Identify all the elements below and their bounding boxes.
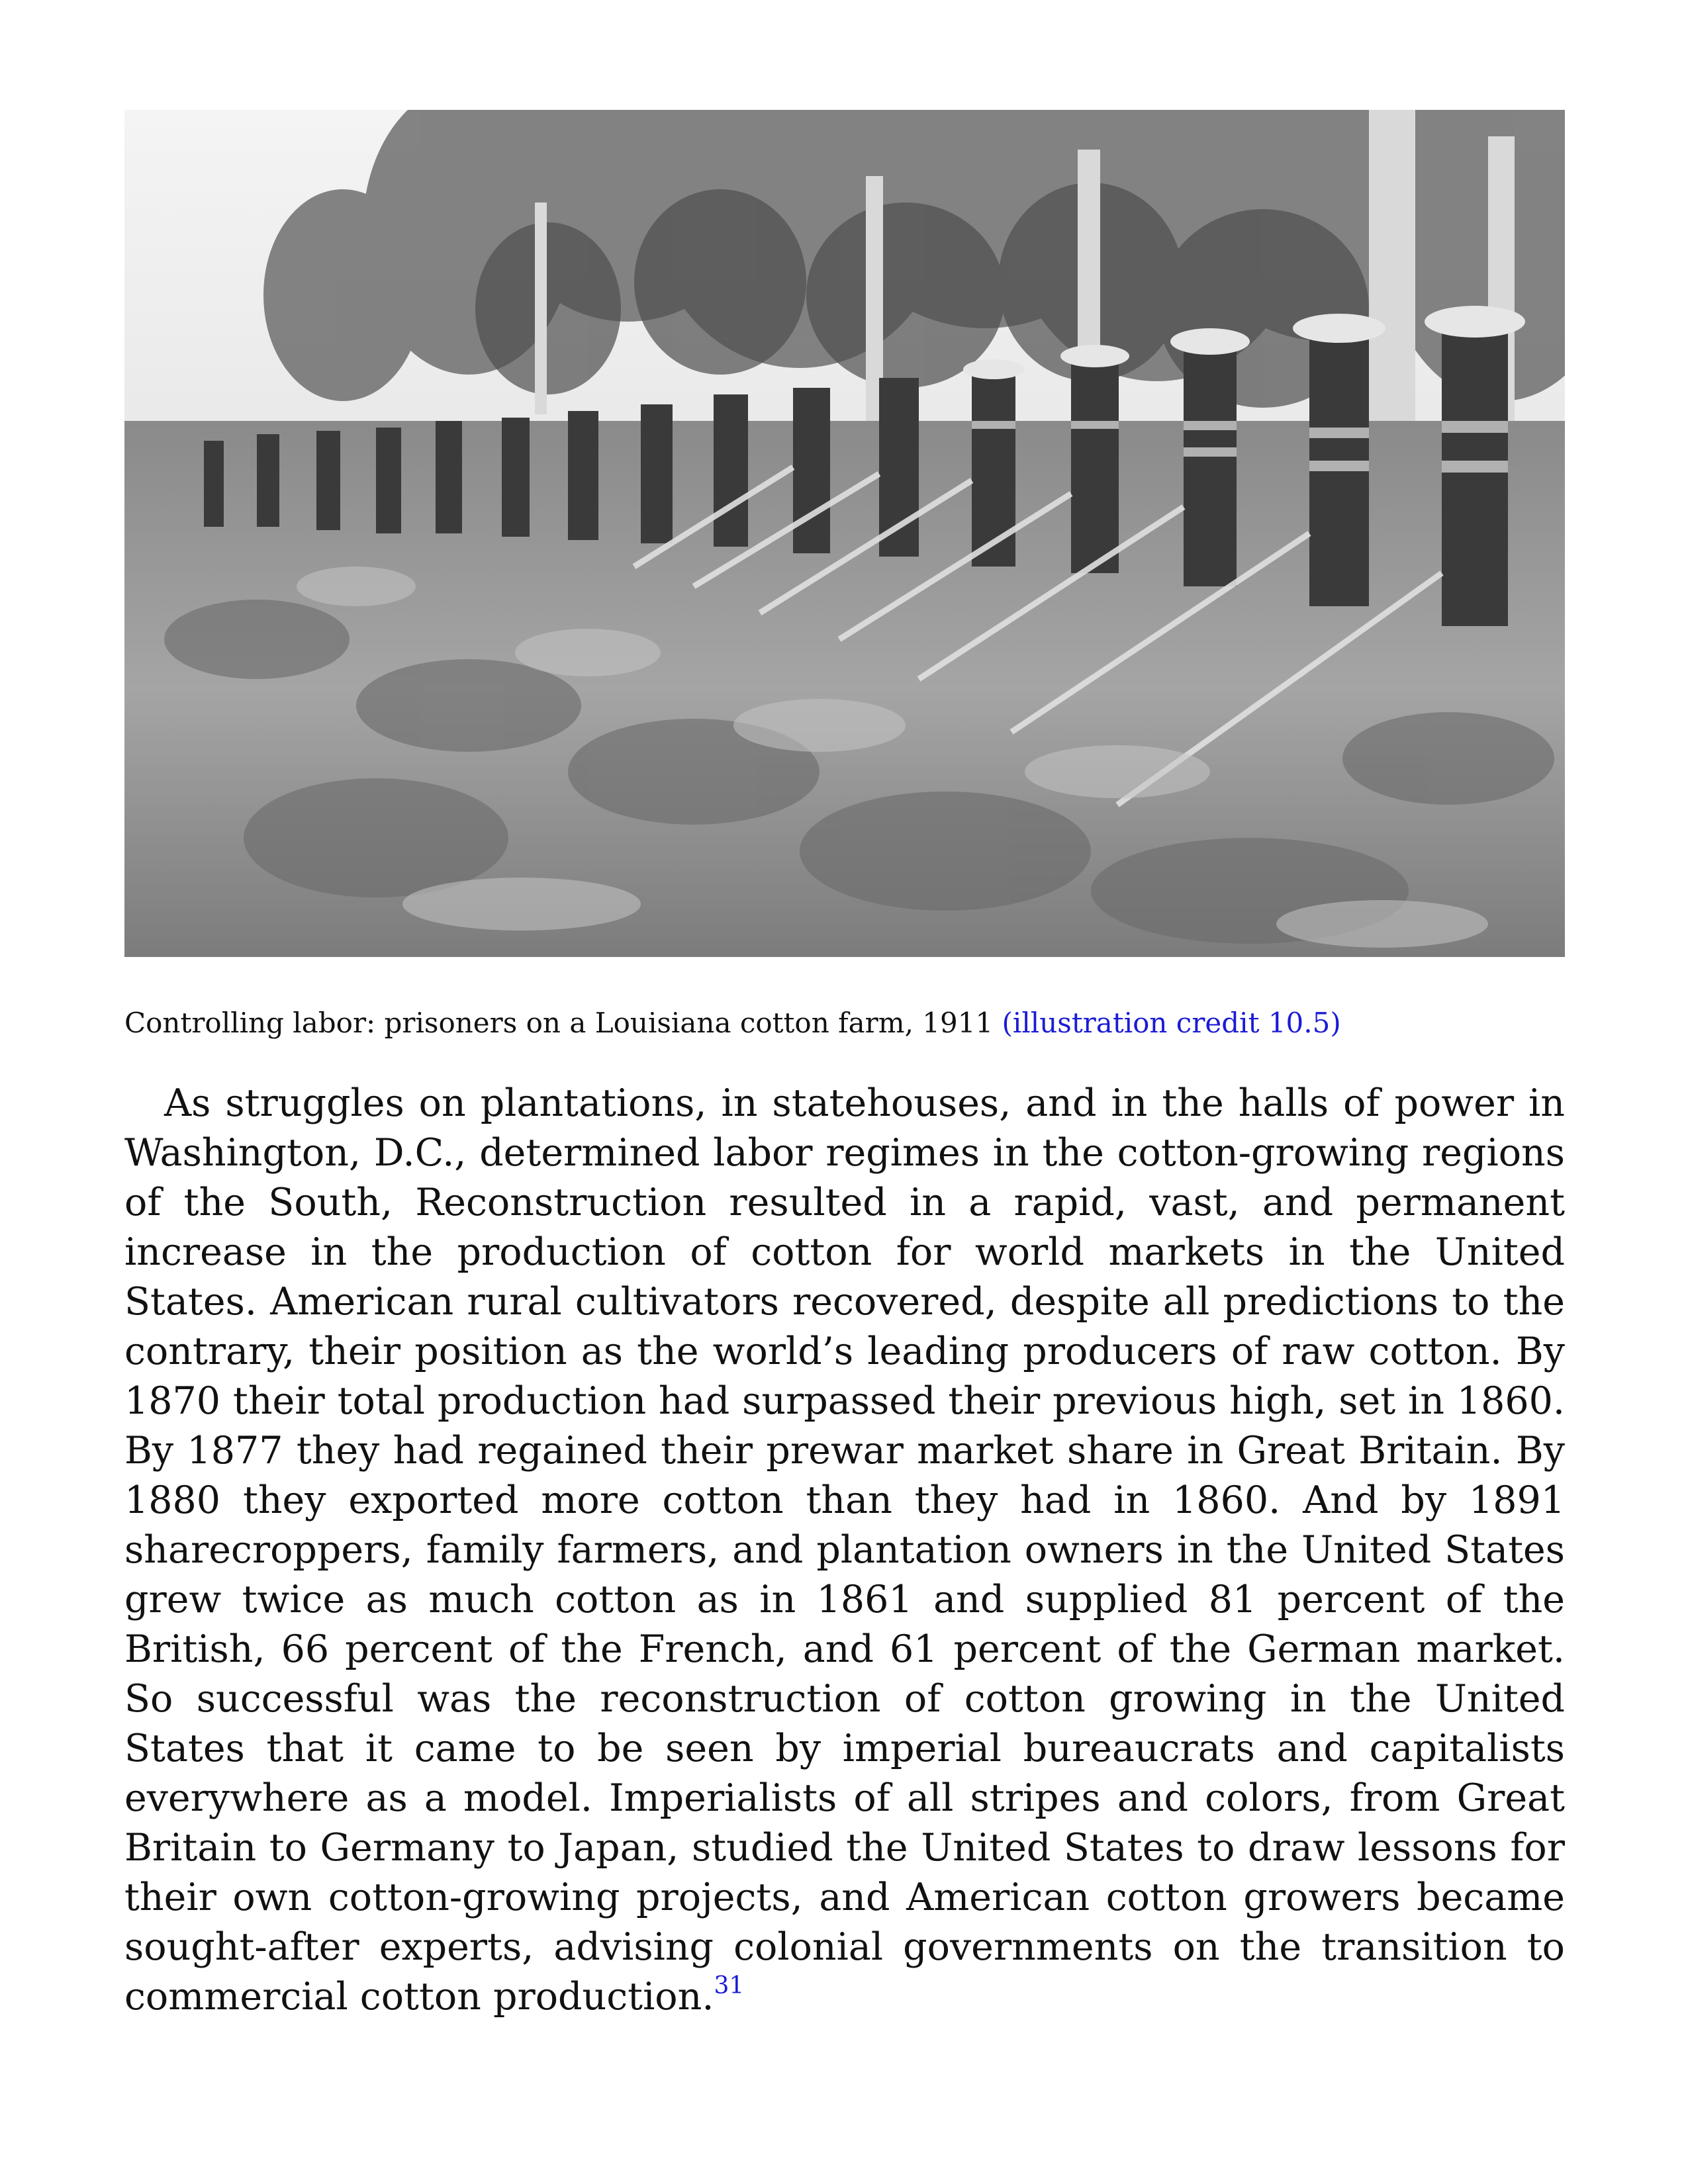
body-paragraph xyxy=(124,1079,1565,2022)
figure-caption xyxy=(124,1003,1565,1043)
historical-photo xyxy=(124,110,1565,957)
paragraph-text: As struggles on plantations, in statehouses, and in the halls of power in Washington, D.C., determined labor regimes in the cotton-growing regions of the South, Reconstruction resulted in a rapid, vast, and permanent increase in the production of cotton for world markets in the United States. American rural cultivators recovered, despite all predictions to the contrary, their position as the world’s leading producers of raw cotton. By 1870 their total production had surpassed their previous high, set in 1860. By 1877 they had regained their prewar market share in Great Britain. By 1880 they exported more cotton than they had in 1860. And by 1891 sharecroppers, family farmers, and plantation owners in the United States grew twice as much cotton as in 1861 and supplied 81 percent of the British, 66 percent of the French, and 61 percent of the German market. So successful was the reconstruction of cotton growing in the United States that it came to be seen by imperial bureaucrats and capitalists everywhere as a model. Imperialists of all stripes and colors, from Great Britain to Germany to Japan, studied the United States to draw lessons for their own cotton-growing projects, and American cotton growers became sought-after experts, advising colonial governments on the transition to commercial cotton production. xyxy=(124,1081,1565,2019)
illustration-credit-link[interactable]: (illustration credit 10.5) xyxy=(1002,1007,1341,1039)
footnote-link[interactable]: 31 xyxy=(714,1972,745,1999)
caption-text: Controlling labor: prisoners on a Louisiana cotton farm, 1911 xyxy=(124,1007,994,1039)
photo-illustration xyxy=(124,110,1565,957)
